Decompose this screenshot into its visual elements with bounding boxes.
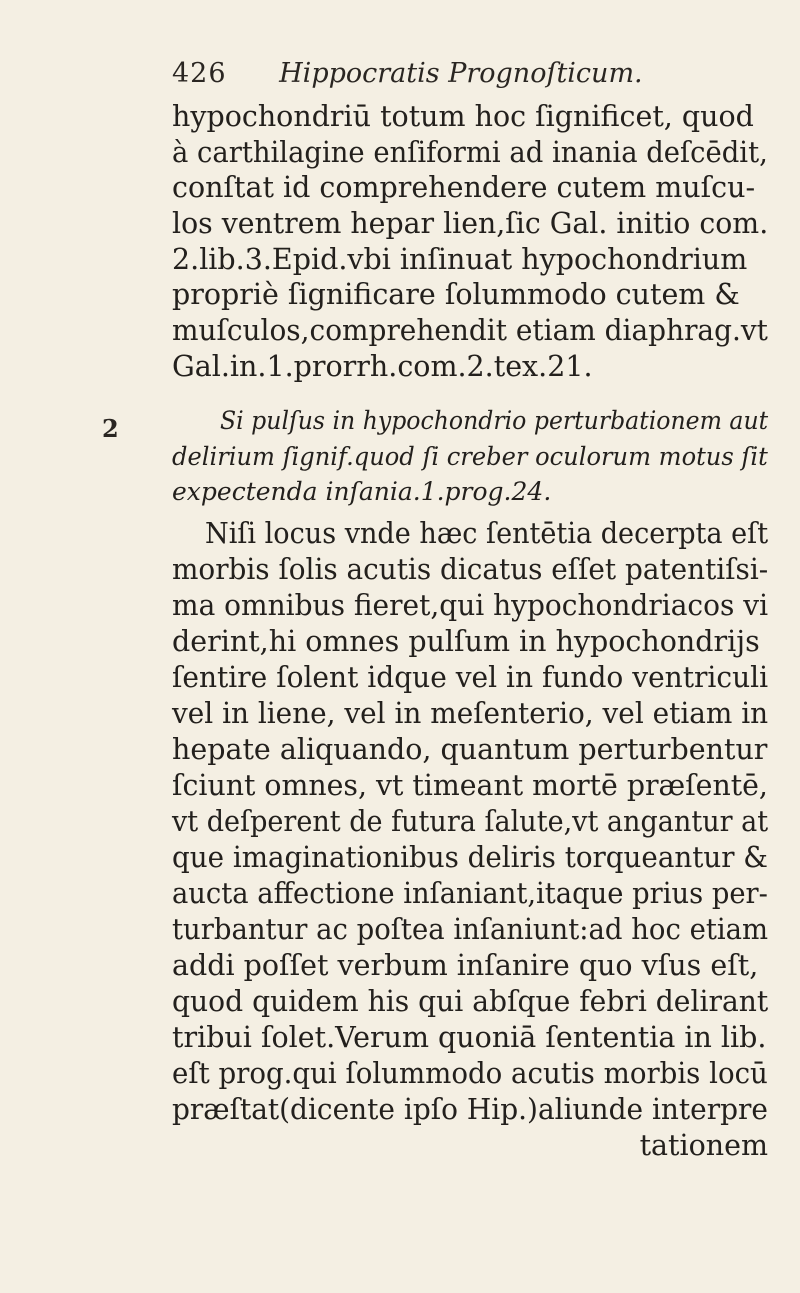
text-line: tribui ſolet.Verum quoniā ſententia in lib. (172, 1021, 767, 1054)
text-line: Niſi locus vnde hæc ſentētia decerpta eſt (205, 517, 769, 550)
text-line: propriè ſignificare ſolummodo cutem & (172, 278, 740, 311)
text-line: eſt prog.qui ſolummodo acutis morbis locū (172, 1057, 768, 1090)
text-line: ſentire ſolent idque vel in fundo ventriculi (172, 661, 769, 694)
quotation-line: expectenda inſania.1.prog.24. (172, 477, 552, 506)
text-line: vt deſperent de futura ſalute,vt angantur at (172, 805, 769, 838)
text-line: præſtat(dicente ipſo Hip.)aliunde interpre (172, 1093, 768, 1126)
text-line: ma omnibus fieret,qui hypochondriacos vi (172, 589, 769, 622)
text-line: los ventrem hepar lien,ſic Gal. initio com. (172, 207, 769, 240)
catchword: tationem (639, 1129, 768, 1162)
text-line: que imaginationibus deliris torqueantur & (172, 841, 768, 874)
text-line: aucta affectione inſaniant,itaque prius per- (172, 877, 768, 910)
running-title: Hippocratis Prognoſticum. (279, 58, 643, 89)
quotation-line: Si pulſus in hypochondrio perturbationem aut (220, 406, 769, 435)
text-line: morbis ſolis acutis dicatus eſſet patentiſsi- (172, 553, 769, 586)
text-line: muſculos,comprehendit etiam diaphrag.vt (172, 314, 768, 347)
text-line: à carthilagine enſiformi ad inania deſcēdit, (172, 136, 768, 169)
text-line: turbantur ac poſtea inſaniunt:ad hoc etiam (172, 913, 769, 946)
quotation-line: delirium ſignif.quod ſi creber oculorum motus ſit (172, 442, 768, 471)
page-number: 426 (172, 58, 227, 89)
text-line: hypochondriū totum hoc ſignificet, quod (172, 100, 754, 133)
text-line: ſciunt omnes, vt timeant mortē præſentē, (172, 769, 768, 802)
text-line: 2.lib.3.Epid.vbi inſinuat hypochondrium (172, 243, 748, 276)
text-line: Gal.in.1.prorrh.com.2.tex.21. (172, 350, 593, 383)
text-line: quod quidem his qui abſque febri delirant (172, 985, 769, 1018)
text-line: hepate aliquando, quantum perturbentur (172, 733, 768, 766)
margin-note: 2 (102, 414, 119, 443)
text-line: vel in liene, vel in meſenterio, vel etiam in (172, 697, 769, 730)
running-header (172, 58, 643, 89)
text-line: derint,hi omnes pulſum in hypochondrijs (172, 625, 760, 658)
text-line: addi poſſet verbum inſanire quo vſus eſt, (172, 949, 759, 982)
text-line: conſtat id comprehendere cutem muſcu- (172, 171, 756, 204)
